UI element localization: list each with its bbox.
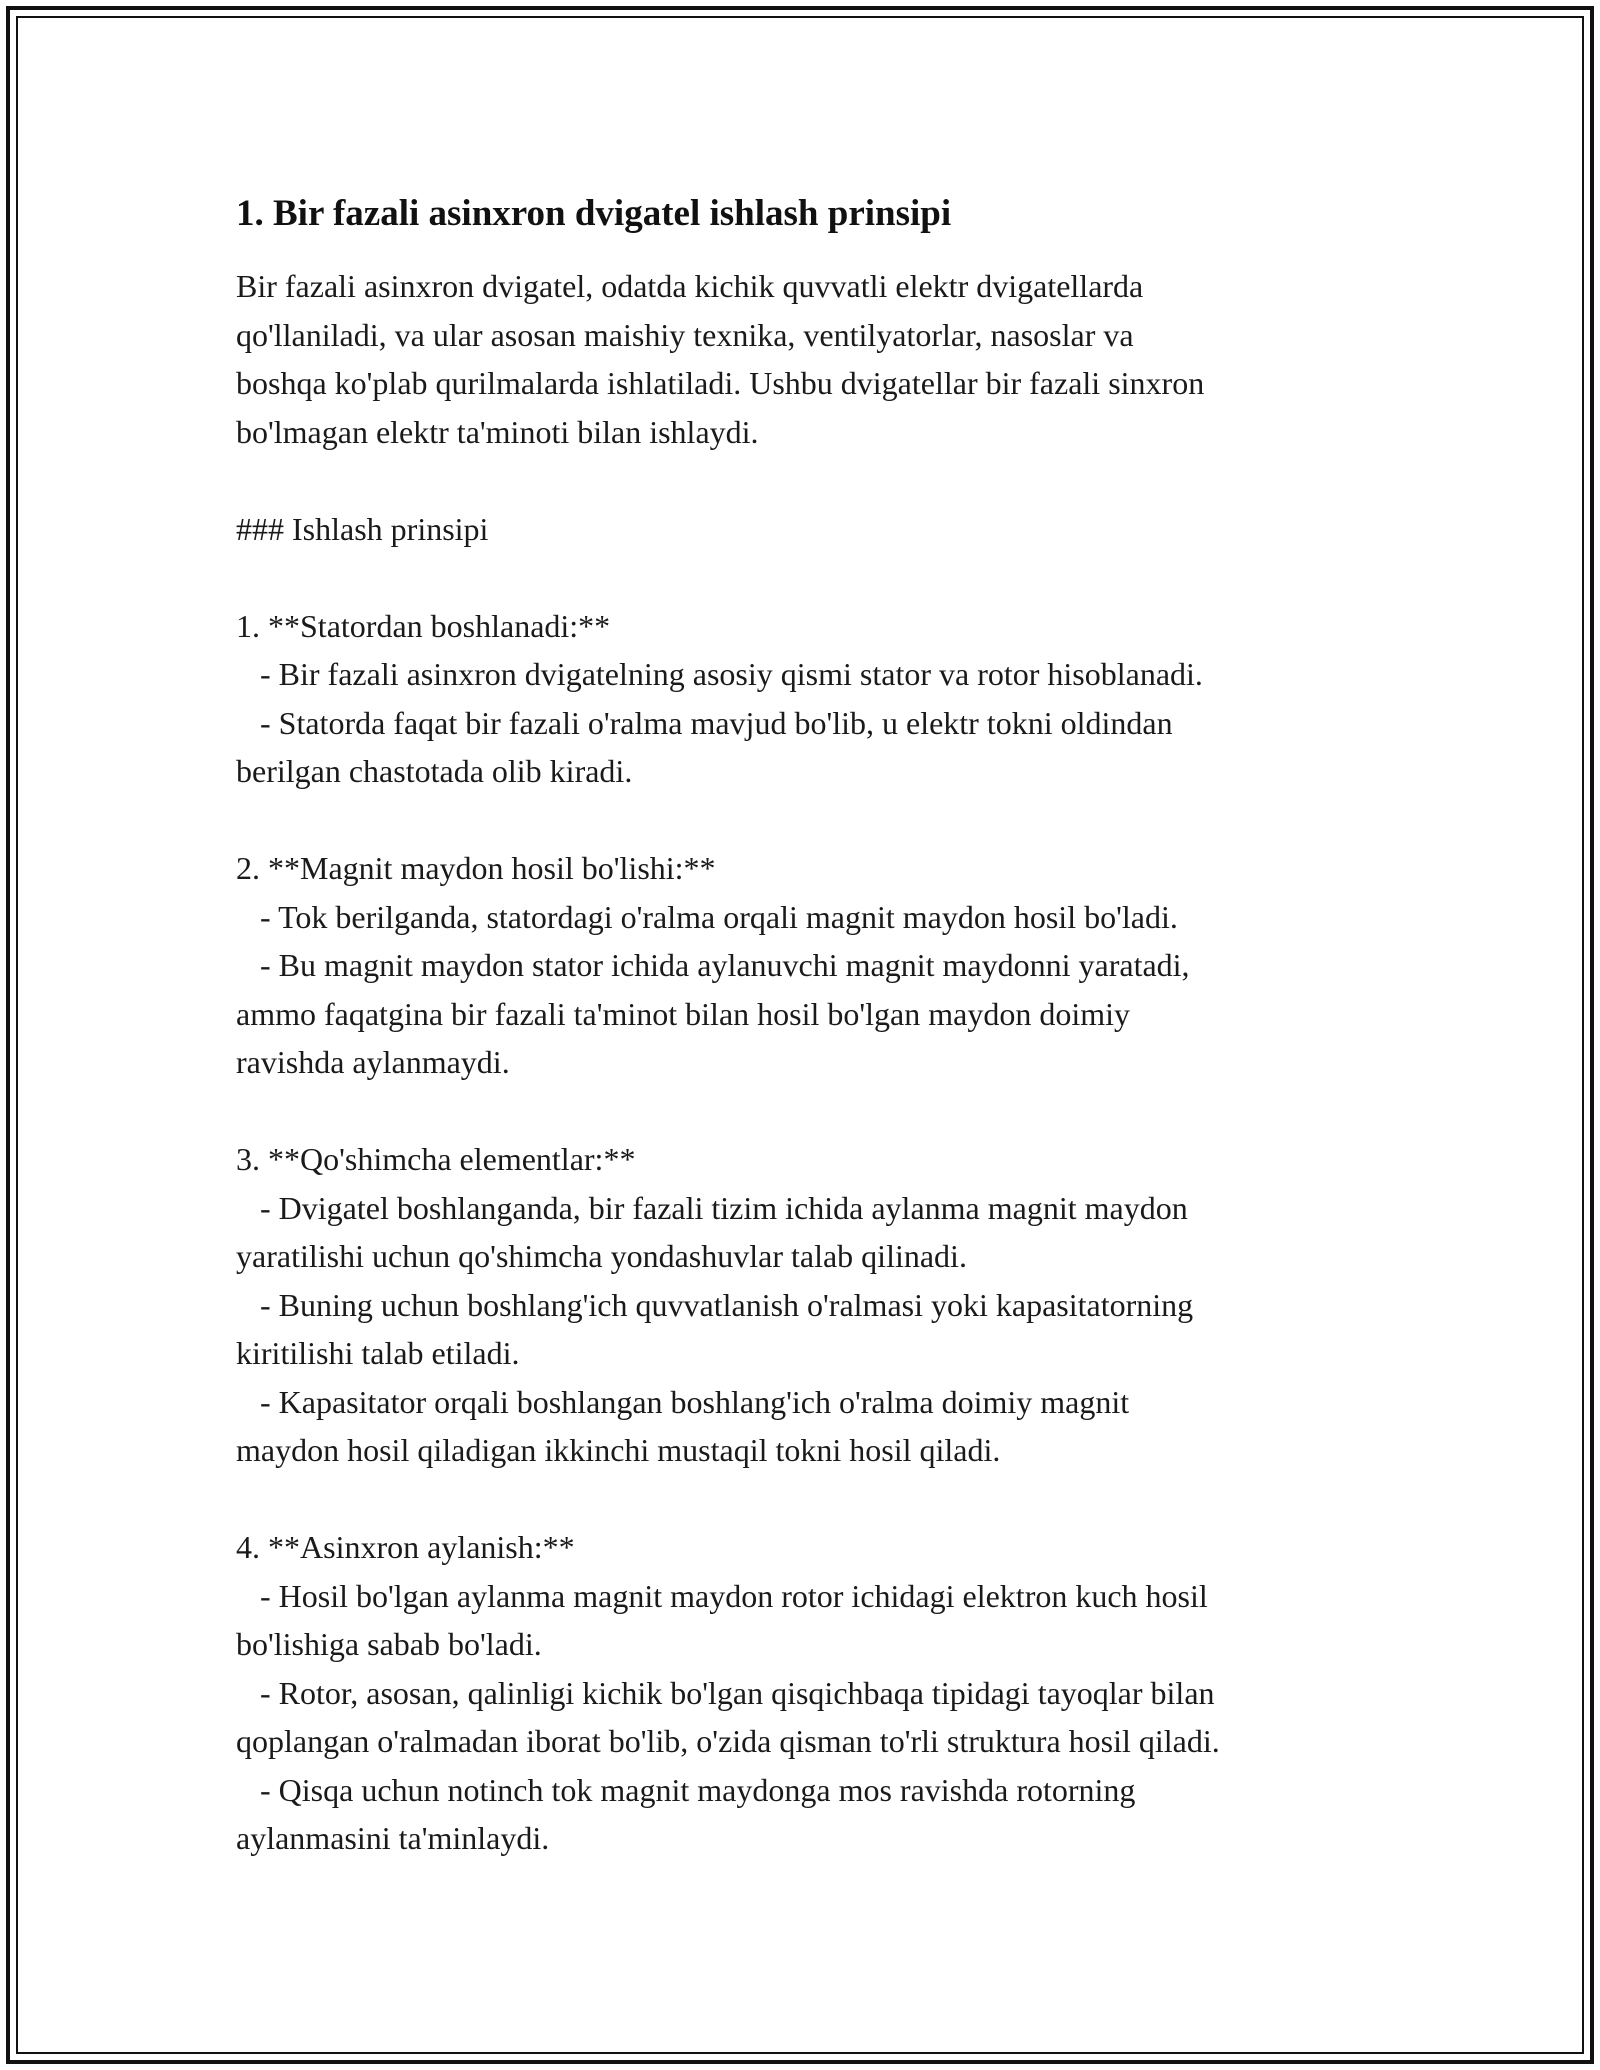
text-line: bo'lmagan elektr ta'minoti bilan ishlaydi. bbox=[236, 413, 759, 450]
text-line: bo'lishiga sabab bo'ladi. bbox=[236, 1626, 542, 1662]
blank-line bbox=[236, 553, 1386, 602]
blank-line bbox=[236, 456, 1386, 505]
text-line: yaratilishi uchun qo'shimcha yondashuvlar talab qilinadi. bbox=[236, 1238, 967, 1274]
section-heading: ### Ishlash prinsipi bbox=[236, 510, 489, 547]
text-line: aylanmasini ta'minlaydi. bbox=[236, 1820, 550, 1856]
list-item-heading: 4. **Asinxron aylanish:** bbox=[236, 1529, 575, 1565]
list-item-heading: 3. **Qo'shimcha elementlar:** bbox=[236, 1141, 636, 1177]
text-line: - Statorda faqat bir fazali o'ralma mavjud bo'lib, u elektr tokni oldindan bbox=[236, 704, 1173, 741]
blank-line bbox=[236, 796, 1386, 845]
text-line: - Rotor, asosan, qalinligi kichik bo'lgan qisqichbaqa tipidagi tayoqlar bilan bbox=[236, 1674, 1215, 1711]
text-line: - Buning uchun boshlang'ich quvvatlanish o'ralmasi yoki kapasitatorning bbox=[236, 1286, 1194, 1323]
text-line: - Bu magnit maydon stator ichida aylanuvchi magnit maydonni yaratadi, bbox=[236, 947, 1190, 983]
text-line: berilgan chastotada olib kiradi. bbox=[236, 753, 633, 789]
text-line: ammo faqatgina bir fazali ta'minot bilan hosil bo'lgan maydon doimiy bbox=[236, 995, 1130, 1032]
list-item-heading: 2. **Magnit maydon hosil bo'lishi:** bbox=[236, 850, 716, 886]
text-line: ravishda aylanmaydi. bbox=[236, 1044, 510, 1080]
text-line: - Bir fazali asinxron dvigatelning asosiy qismi stator va rotor hisoblanadi. bbox=[236, 656, 1203, 692]
blank-line bbox=[236, 1475, 1386, 1524]
text-line: - Tok berilganda, statordagi o'ralma orqali magnit maydon hosil bo'ladi. bbox=[236, 898, 1178, 935]
blank-line bbox=[236, 1087, 1386, 1136]
text-line: - Kapasitator orqali boshlangan boshlang'ich o'ralma doimiy magnit bbox=[236, 1383, 1130, 1420]
text-line: - Dvigatel boshlanganda, bir fazali tizim ichida aylanma magnit maydon bbox=[236, 1189, 1188, 1226]
text-line: boshqa ko'plab qurilmalarda ishlatiladi. Ushbu dvigatellar bir fazali sinxron bbox=[236, 365, 1205, 401]
text-line: qo'llaniladi, va ular asosan maishiy texnika, ventilyatorlar, nasoslar va bbox=[236, 316, 1134, 353]
text-line: qoplangan o'ralmadan iborat bo'lib, o'zida qisman to'rli struktura hosil qiladi. bbox=[236, 1723, 1220, 1759]
text-line: kiritilishi talab etiladi. bbox=[236, 1335, 520, 1371]
text-line: - Qisqa uchun notinch tok magnit maydonga mos ravishda rotorning bbox=[236, 1771, 1136, 1808]
list-item-heading: 1. **Statordan boshlanadi:** bbox=[236, 607, 611, 644]
body-text bbox=[236, 262, 1386, 1863]
text-line: - Hosil bo'lgan aylanma magnit maydon rotor ichidagi elektron kuch hosil bbox=[236, 1577, 1208, 1614]
document-body bbox=[236, 186, 1386, 1863]
text-line: Bir fazali asinxron dvigatel, odatda kichik quvvatli elektr dvigatellarda bbox=[236, 268, 1144, 304]
text-line: maydon hosil qiladigan ikkinchi mustaqil tokni hosil qiladi. bbox=[236, 1432, 1001, 1468]
page-title: 1. Bir fazali asinxron dvigatel ishlash prinsipi bbox=[236, 193, 952, 234]
